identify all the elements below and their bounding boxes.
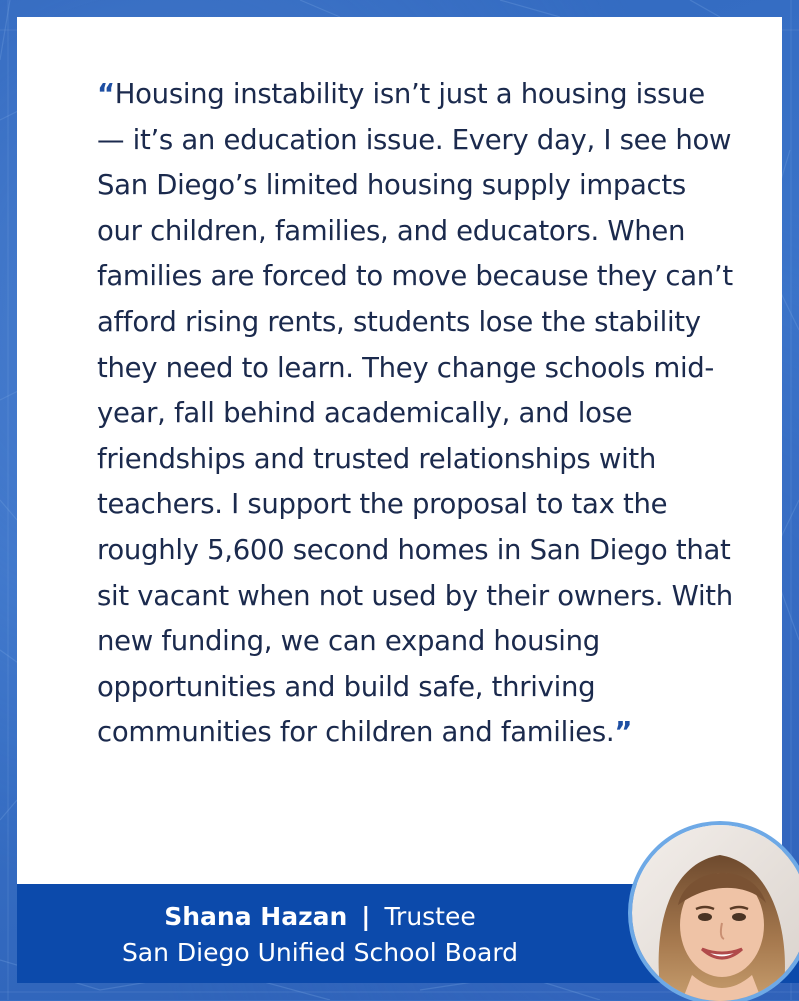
quote-text-block [97, 72, 737, 756]
attribution-separator: | [361, 902, 371, 931]
speaker-photo [632, 825, 799, 1001]
attribution [0, 901, 640, 970]
speaker-role: Trustee [384, 902, 476, 931]
open-quote-mark: “ [97, 78, 115, 110]
close-quote-mark: ” [614, 716, 633, 749]
speaker-name: Shana Hazan [164, 902, 348, 931]
quote-body: Housing instability isn’t just a housing issue — it’s an education issue. Every day, I see how San Diego’s limited housing supply impacts our children, families, and educators. When families are forced to move because they can’t afford rising rents, students lose the stability they need to learn. They change schools mid-year, fall behind academically, and lose friendships and trusted relationships with teachers. I support the proposal to tax the roughly 5,600 second homes in San Diego that sit vacant when not used by their owners. With new funding, we can expand housing opportunities and build safe, thriving communities for children and families. [97, 78, 733, 749]
speaker-organization: San Diego Unified School Board [121, 938, 519, 967]
